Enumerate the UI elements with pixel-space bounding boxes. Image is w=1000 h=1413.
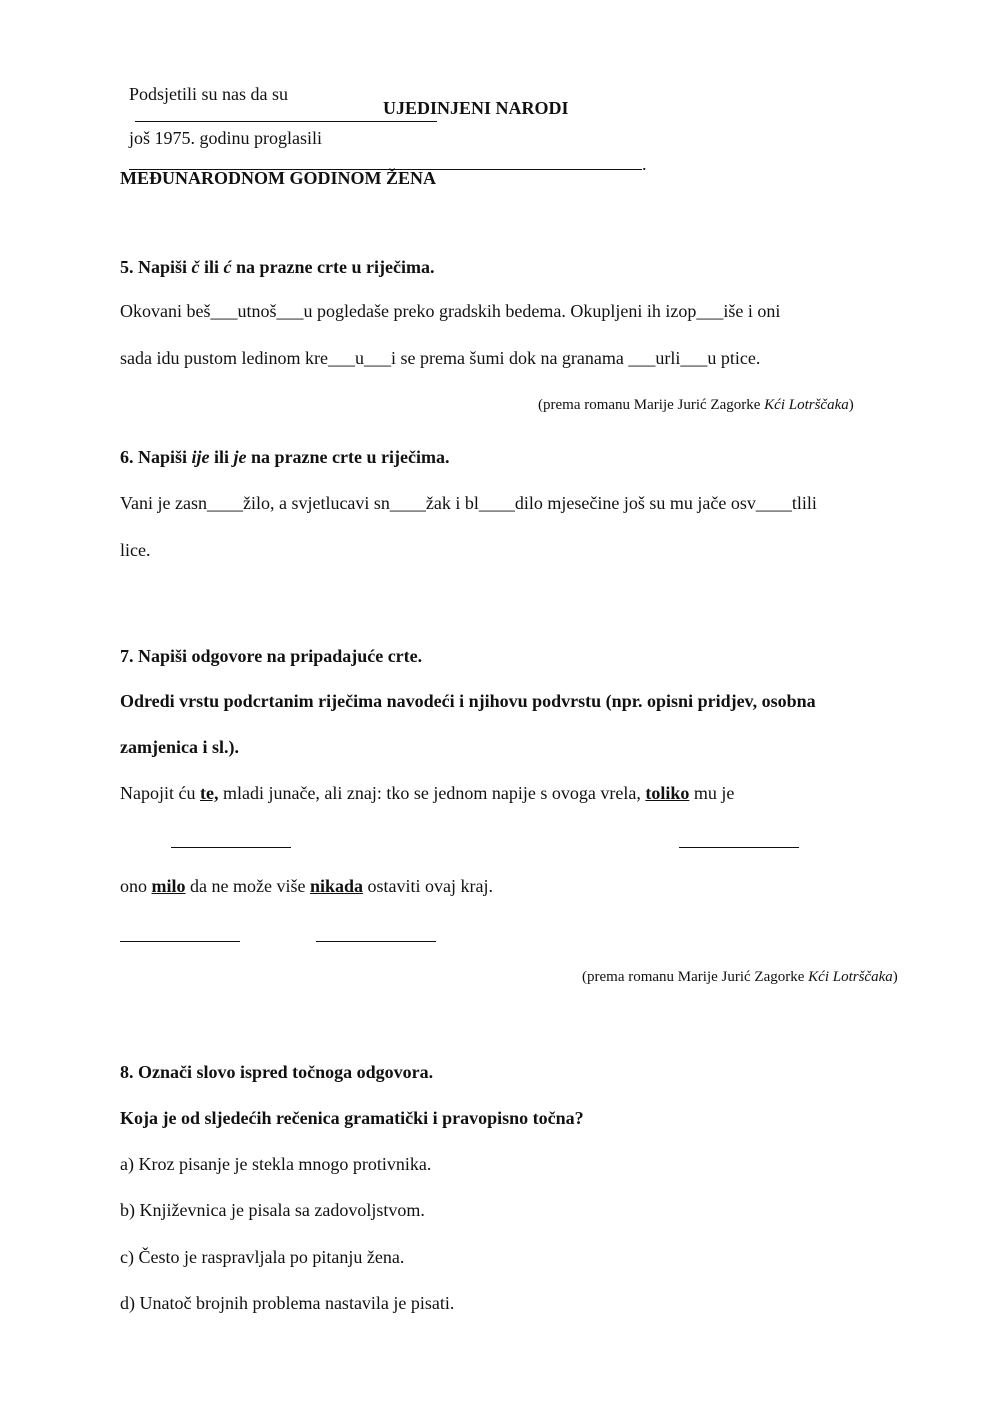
q7-sentence-2	[120, 875, 493, 897]
q8-option-a[interactable]: a) Kroz pisanje je stekla mnogo protivnika.	[120, 1154, 432, 1174]
q7-instruction-1: Odredi vrstu podcrtanim riječima navodeći i njihovu podvrstu (npr. opisni pridjev, osobna	[120, 691, 816, 711]
q6-text-line-2: lice.	[120, 540, 151, 560]
q7-s2-post: ostaviti ovaj kraj.	[363, 876, 493, 896]
q7-underlined-word-nikada: nikada	[309, 876, 363, 896]
q6-title	[120, 446, 449, 468]
q5-title-letter-1: č	[191, 257, 200, 277]
q7-s1-mid: mladi junače, ali znaj: tko se jednom napije s ovoga vrela,	[218, 783, 646, 803]
q7-underlined-word-toliko: toliko	[645, 783, 690, 803]
q5-source-post: )	[848, 397, 854, 413]
answer-1-label: UJEDINJENI NARODI	[383, 98, 569, 118]
q7-title: 7. Napiši odgovore na pripadajuće crte.	[120, 646, 423, 666]
q5-source-title: Kći Lotrščaka	[764, 397, 849, 413]
q5-text-line-1[interactable]: Okovani beš___utnoš___u pogledaše preko gradskih bedema. Okupljeni ih izop___iše i oni	[120, 301, 781, 321]
q8-option-c[interactable]: c) Često je raspravljala po pitanju žena.	[120, 1247, 405, 1267]
q7-s1-pre: Napojit ću	[120, 783, 200, 803]
q5-title	[120, 256, 434, 278]
q8-option-b[interactable]: b) Književnica je pisala sa zadovoljstvom.	[120, 1200, 425, 1220]
q7-underlined-word-milo: milo	[151, 876, 186, 896]
q7-answer-blank-nikada[interactable]	[316, 925, 436, 942]
intro-text-suffix: još 1975. godinu proglasili	[129, 128, 322, 148]
q5-title-mid: ili	[199, 257, 224, 277]
q7-answer-blank-te[interactable]	[171, 831, 291, 848]
q7-answer-blank-toliko[interactable]	[679, 831, 799, 848]
q5-title-pre: 5. Napiši	[120, 257, 192, 277]
q7-source-pre: (prema romanu Marije Jurić Zagorke	[582, 969, 809, 985]
q5-source	[538, 394, 854, 416]
q5-text-line-2[interactable]: sada idu pustom ledinom kre___u___i se prema šumi dok na granama ___urli___u ptice.	[120, 348, 761, 368]
q5-title-post: na prazne crte u riječima.	[231, 257, 435, 277]
q7-source-title: Kći Lotrščaka	[808, 969, 893, 985]
q7-answer-blank-milo[interactable]	[120, 925, 240, 942]
q6-title-option-a: ije	[191, 447, 210, 467]
q8-title: 8. Označi slovo ispred točnoga odgovora.	[120, 1062, 434, 1082]
q7-instruction-2: zamjenica i sl.).	[120, 737, 239, 757]
q7-s2-pre: ono	[120, 876, 152, 896]
answer-2-label: MEĐUNARODNOM GODINOM ŽENA	[120, 168, 436, 188]
q5-source-pre: (prema romanu Marije Jurić Zagorke	[538, 397, 765, 413]
q8-option-d[interactable]: d) Unatoč brojnih problema nastavila je pisati.	[120, 1293, 455, 1313]
q6-title-mid: ili	[209, 447, 234, 467]
q6-title-pre: 6. Napiši	[120, 447, 192, 467]
q7-source-post: )	[892, 969, 898, 985]
q7-underlined-word-te: te,	[199, 783, 219, 803]
q6-title-option-b: je	[233, 447, 247, 467]
q7-s2-mid: da ne može više	[185, 876, 310, 896]
q6-title-post: na prazne crte u riječima.	[246, 447, 450, 467]
q7-source	[582, 966, 898, 988]
intro-text-prefix: Podsjetili su nas da su	[129, 84, 289, 104]
q7-sentence-1	[120, 782, 734, 804]
q6-text-line-1[interactable]: Vani je zasn____žilo, a svjetlucavi sn____žak i bl____dilo mjesečine još su mu jače osv____tlili	[120, 493, 817, 513]
intro-line-2-end: .	[642, 154, 647, 174]
q7-s1-post: mu je	[689, 783, 735, 803]
q5-title-letter-2: ć	[223, 257, 232, 277]
q8-question: Koja je od sljedećih rečenica gramatički i pravopisno točna?	[120, 1108, 584, 1128]
